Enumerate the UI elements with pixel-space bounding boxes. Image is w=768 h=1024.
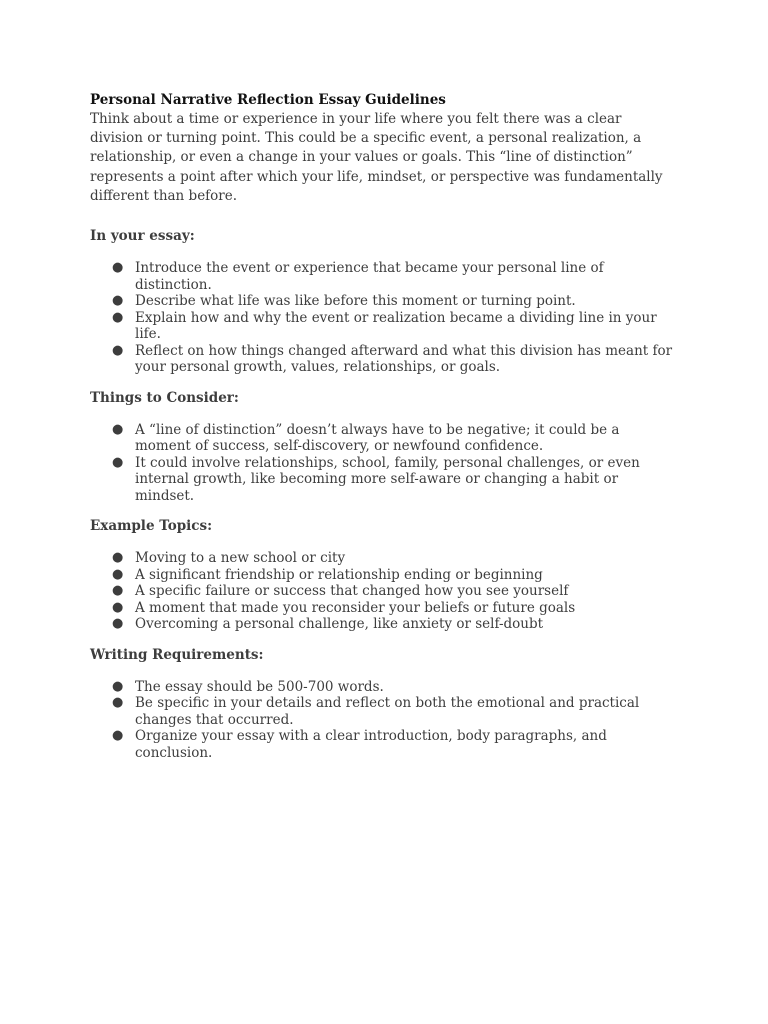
list-item	[90, 728, 678, 761]
bullet-icon: ●	[112, 293, 124, 309]
section-heading-writing-requirements: Writing Requirements:	[90, 646, 264, 663]
list-item-text: A moment that made you reconsider your beliefs or future goals	[135, 599, 576, 616]
list-item	[90, 260, 678, 293]
bullet-icon: ●	[112, 342, 124, 358]
list-item	[90, 422, 678, 455]
list-item-text: Organize your essay with a clear introduction, body paragraphs, and conclusion.	[135, 728, 607, 761]
bullet-list-writing-requirements	[90, 679, 678, 762]
section-heading-example-topics: Example Topics:	[90, 518, 213, 535]
bullet-icon: ●	[112, 550, 124, 566]
bullet-icon: ●	[112, 583, 124, 599]
list-item-text: A “line of distinction” doesn’t always have to be negative; it could be a moment of success, self-discovery, or newfound confidence.	[135, 421, 620, 455]
bullet-icon: ●	[112, 454, 124, 470]
list-item	[90, 455, 678, 505]
list-item-text: The essay should be 500-700 words.	[135, 678, 384, 695]
list-item	[90, 583, 678, 600]
bullet-icon: ●	[112, 599, 124, 615]
list-item	[90, 310, 678, 343]
bullet-list-in-your-essay	[90, 260, 678, 376]
bullet-icon: ●	[112, 309, 124, 325]
list-item-text: It could involve relationships, school, family, personal challenges, or even internal growth, like becoming more self-aware or changing a habit or mindset.	[135, 454, 640, 504]
bullet-list-things-to-consider	[90, 422, 678, 505]
list-item-text: Reflect on how things changed afterward and what this division has meant for your personal growth, values, relationships, or goals.	[135, 342, 673, 376]
section-heading-things-to-consider: Things to Consider:	[90, 389, 239, 406]
list-item	[90, 600, 678, 617]
list-item-text: Explain how and why the event or realization became a dividing line in your life.	[135, 309, 657, 343]
list-item	[90, 616, 678, 633]
bullet-icon: ●	[112, 616, 124, 632]
list-item-text: Be specific in your details and reflect on both the emotional and practical changes that occurred.	[135, 695, 640, 728]
list-item-text: Introduce the event or experience that became your personal line of distinction.	[135, 260, 604, 293]
bullet-icon: ●	[112, 728, 124, 744]
list-item-text: A specific failure or success that changed how you see yourself	[135, 583, 569, 600]
bullet-icon: ●	[112, 421, 124, 437]
bullet-icon: ●	[112, 695, 124, 711]
bullet-icon: ●	[112, 678, 124, 694]
intro-paragraph: Think about a time or experience in your life where you felt there was a clear division or turning point. This could be a specific event, a personal realization, a relationship, or even a change in your values or goals. This “line of distinction” represents a point after which your life, mindset, or perspective was fundamentally different than before.	[90, 111, 663, 204]
list-item-text: Moving to a new school or city	[135, 550, 346, 567]
list-item	[90, 567, 678, 584]
bullet-icon: ●	[112, 260, 124, 276]
document-title: Personal Narrative Reflection Essay Guidelines	[90, 92, 446, 108]
list-item	[90, 293, 678, 310]
list-item-text: Overcoming a personal challenge, like anxiety or self-doubt	[135, 616, 544, 633]
section-heading-in-your-essay: In your essay:	[90, 228, 195, 245]
list-item-text: A significant friendship or relationship ending or beginning	[135, 566, 543, 583]
list-item-text: Describe what life was like before this moment or turning point.	[135, 293, 576, 310]
list-item	[90, 679, 678, 696]
list-item	[90, 343, 678, 376]
list-item	[90, 695, 678, 728]
bullet-list-example-topics	[90, 550, 678, 633]
bullet-icon: ●	[112, 566, 124, 582]
list-item	[90, 550, 678, 567]
